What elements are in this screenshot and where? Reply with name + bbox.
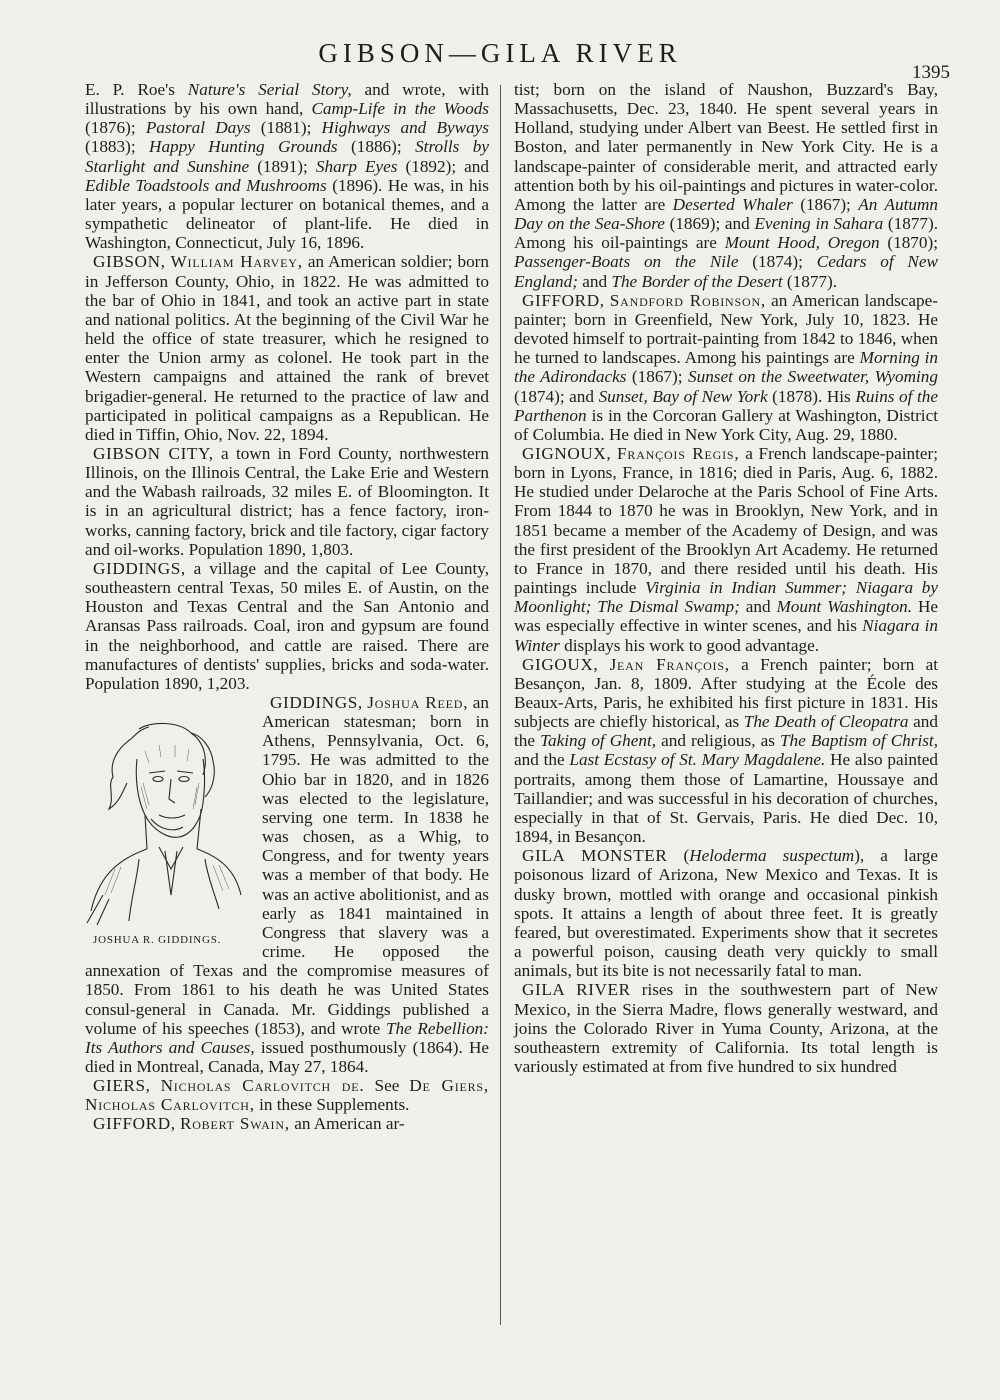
entry-gibson-city — [85, 444, 489, 559]
entry-headword: GILA RIVER — [522, 980, 631, 1000]
entry-text: and the — [514, 750, 570, 770]
entry-text: He also painted portraits, among them those of Lamartine, Houssaye and Taillandier; and was successful in his decoration of churches, especially in that of St. Gervais, Paris. He died Dec. 10, 1894, in Besançon. — [514, 750, 938, 847]
entry-gila-river — [514, 980, 938, 1076]
work-title: Morning in the Adirondacks — [514, 348, 938, 387]
work-title: Evening in Sahara — [754, 214, 884, 234]
page-number: 1395 — [912, 62, 950, 83]
entry-headword: GIBSON CITY, — [93, 443, 214, 463]
entry-gifford-sandford-robinson — [514, 291, 938, 444]
entry-text: issued posthumously (1864). He died in Montreal, Canada, May 27, 1864. — [85, 1037, 489, 1076]
entry-text: and wrote, with illustrations by his own hand, — [85, 80, 489, 119]
entry-text: tist; born on the island of Naushon, Buzzard's Bay, Massachusetts, Dec. 23, 1840. He spent several years in Holland, studying under Albert van Beest. He settled first in Boston, and later permanently in New York City. He is a landscape-painter of considerable merit, and attracted early attention both by his oil-paintings and pictures in water-color. Among the latter are — [514, 80, 939, 214]
work-title: Camp-Life in the Woods — [311, 99, 489, 119]
running-head: GIBSON—GILA RIVER — [318, 38, 682, 68]
work-title: Edible Toadstools and Mushrooms — [85, 175, 327, 195]
entry-text: and — [739, 597, 777, 617]
entry-headword: GIGNOUX, — [522, 443, 612, 463]
portrait-figure — [79, 699, 254, 950]
entry-name: Joshua Reed, — [367, 693, 469, 712]
entry-name: William Harvey, — [170, 252, 303, 272]
entry-giddings-joshua-reed — [85, 693, 489, 1076]
entry-text: (1892); and — [397, 156, 489, 176]
entry-text: ( — [667, 846, 690, 866]
entry-text: an American ar- — [289, 1114, 405, 1134]
work-title: Happy Hunting Grounds — [149, 137, 338, 157]
entry-headword: GIBSON, — [93, 252, 166, 272]
entry-gila-monster — [514, 846, 938, 980]
entry-text: an American soldier; born in Jefferson County, Ohio, in 1822. He was admitted to the bar of Ohio in 1841, and took an active part in state and national politics. At the beginning of the Civil War he held the office of state treasurer, which he resigned to enter the Union army as colonel. He took part in the Western campaigns and attained the rank of brevet brigadier-general. He returned to the practice of law and participated in political campaigns as a Republican. He died in Tiffin, Ohio, Nov. 22, 1894. — [85, 252, 490, 444]
entry-giddings-village — [85, 559, 489, 693]
entry-headword: GIFFORD, — [522, 290, 605, 310]
entry-name: Nicholas Carlovitch de. — [160, 1076, 365, 1096]
entry-text: (1881); — [250, 118, 322, 138]
entry-gifford-robert-swain-continuation — [514, 80, 938, 291]
portrait-engraving — [79, 699, 249, 929]
work-title: Last Ecstasy of St. Mary Magdalene. — [569, 750, 826, 770]
entry-gibson-william-harvey — [85, 252, 489, 444]
work-title: The Rebellion: Its Authors and Causes, — [85, 1018, 489, 1057]
entry-name: François Regis, — [617, 443, 740, 463]
entry-giers — [85, 1076, 489, 1114]
entry-text: a town in Ford County, northwestern Illinois, on the Illinois Central, the Lake Erie and Western and the Wabash railroads, 32 miles E. of Bloomington. It is in an agricultural district; has a fence factory, iron-works, canning factory, brick and tile factory, cigar factory and oil-works. Population 1890, 1,803. — [85, 443, 489, 559]
work-title: Sunset, Bay of New York — [598, 386, 768, 406]
entry-text: a village and the capital of Lee County, southeastern central Texas, 50 miles E. of Austin, on the Houston and Texas Central and the San Antonio and Aransas Pass railroads. Coal, iron and gypsum are found in the neighborhood, and cattle are raised. There are manufactures of dentists' supplies, bricks and soda-water. Population 1890, 1,203. — [85, 558, 489, 693]
entry-gigoux — [514, 655, 938, 847]
work-title: Niagara in Winter — [514, 616, 939, 655]
entry-text: (1877). Among his oil-paintings are — [514, 214, 939, 253]
entry-text: and religious, as — [656, 731, 780, 751]
entry-headword: GIFFORD, — [93, 1114, 176, 1134]
work-title: Sunset on the Sweetwater, Wyoming — [688, 367, 938, 387]
work-title: The Baptism of Christ, — [779, 731, 938, 751]
right-column — [514, 80, 938, 1076]
entry-text: an American statesman; born in Athens, Pennsylvania, Oct. 6, 1795. He was admitted to the Ohio bar in 1820, and in 1826 was elected to the legislature, serving one term. In 1838 he was chosen, as a Whig, to Congress, and for twenty years was a member of that body. He was an active abolitionist, and as early as 1841 maintained in Congress that slavery was a crime. He opposed the annexation of Texas and the compromise measures of 1850. From 1861 to his death he was United States consul-general in Canada. Mr. Giddings published a volume of his speeches (1853), and wrote — [85, 693, 489, 1038]
entry-name: Sandford Robinson, — [609, 290, 767, 310]
entry-text: E. P. Roe's — [85, 80, 188, 99]
work-title: Cedars of New England; — [514, 252, 938, 291]
entry-text: (1869); and — [664, 214, 755, 234]
entry-headword: GILA MONSTER — [522, 846, 668, 866]
column-rule — [500, 85, 501, 1325]
entry-headword: GIGOUX, — [522, 654, 599, 674]
entry-text: in these Supplements. — [254, 1095, 410, 1115]
work-title: Sharp Eyes — [315, 156, 398, 176]
work-title: Ruins of the Parthenon — [514, 386, 938, 425]
entry-text: (1870); — [879, 233, 938, 253]
work-title: The Border of the Desert — [611, 271, 783, 291]
work-title: Mount Hood, Oregon — [724, 233, 880, 253]
entry-text: He was especially effective in winter scenes, and his — [514, 597, 938, 636]
entry-name: Robert Swain, — [179, 1114, 290, 1134]
entry-text: (1878). His — [767, 386, 856, 406]
entry-text: See — [364, 1076, 410, 1096]
entry-text: an American landscape-painter; born in Greenfield, New York, July 10, 1823. He devoted himself to portrait-painting from 1842 to 1846, when he turned to landscapes. Among his paintings are — [514, 290, 938, 368]
entry-text: (1876); — [85, 118, 146, 138]
entry-headword: GIERS, — [93, 1076, 151, 1096]
work-title: An Autumn Day on the Sea-Shore — [514, 194, 938, 234]
left-column — [85, 80, 489, 1134]
work-title: Deserted Whaler — [672, 194, 793, 214]
work-title: Highways and Byways — [321, 118, 489, 138]
entry-text: (1896). He was, in his later years, a popular lecturer on botanical themes, and a sympathetic delineator of plant-life. He died in Washington, Connecticut, July 16, 1896. — [85, 175, 489, 253]
work-title: Virginia in Indian Summer; Niagara by Moonlight; The Dismal Swamp; — [514, 578, 938, 617]
entry-roe-continuation — [85, 80, 489, 252]
entry-name: Jean François, — [609, 654, 730, 674]
work-title: Pastoral Days — [145, 118, 251, 138]
entry-text: is in the Corcoran Gallery at Washington, District of Columbia. He died in New York City, Aug. 29, 1880. — [514, 405, 938, 444]
entry-gifford-robert-swain — [85, 1114, 489, 1133]
work-title: Strolls by Starlight and Sunshine — [85, 137, 489, 176]
entry-text: (1883); — [85, 137, 150, 157]
entry-text: (1891); — [249, 156, 316, 176]
entry-text: rises in the southwestern part of New Mexico, in the Sierra Madre, flows generally westward, and joins the Colorado River in Yuma County, Arizona, at the southeastern extremity of California. Its total length is variously estimated at from five hundred to six hundred — [514, 980, 938, 1076]
work-title: Passenger-Boats on the Nile — [514, 252, 739, 272]
portrait-caption: JOSHUA R. GIDDINGS. — [93, 934, 222, 946]
entry-text: displays his work to good advantage. — [559, 635, 820, 655]
entry-text: ), a large poisonous lizard of Arizona, New Mexico and Texas. It is dusky brown, mottled with orange and occasional pinkish spots. It attains a length of about three feet. It is greatly feared, but overestimated. Experiments show that it secretes a powerful poison, causing death very quickly to small animals, but its bite is not necessarily fatal to man. — [514, 846, 938, 981]
entry-text: (1877). — [782, 271, 838, 291]
work-title: The Death of Cleopatra — [743, 712, 909, 732]
entry-text: a French landscape-painter; born in Lyons, France, in 1816; died in Paris, Aug. 6, 1882. He studied under Delaroche at the Paris School of Fine Arts. From 1844 to 1870 he was in Brooklyn, New York, and in 1851 became a member of the Academy of Design, and was the first president of the Brooklyn Art Academy. He returned to France in 1870, and there resided until his death. His paintings include — [514, 443, 938, 598]
entry-text: (1886); — [337, 137, 416, 157]
entry-gignoux — [514, 444, 938, 655]
entry-text: (1874); and — [514, 386, 599, 406]
scientific-name: Heloderma suspectum — [689, 846, 855, 866]
entry-text: and the — [514, 712, 938, 751]
work-title: Nature's Serial Story, — [187, 80, 352, 99]
work-title: Taking of Ghent, — [540, 731, 657, 751]
entry-text: and — [577, 271, 612, 291]
entry-headword: GIDDINGS, — [270, 693, 363, 712]
work-title: Mount Washington. — [776, 597, 913, 617]
entry-text: (1874); — [738, 252, 817, 272]
entry-text: (1867); — [792, 194, 859, 214]
entry-text: a French painter; born at Besançon, Jan. 8, 1809. After studying at the École des Beaux-Arts, Paris, he exhibited his first picture in 1831. His subjects are chiefly historical, as — [514, 654, 938, 732]
cross-reference: De Giers, Nicholas Carlovitch, — [85, 1076, 490, 1115]
entry-headword: GIDDINGS, — [93, 558, 186, 578]
entry-text: (1867); — [626, 367, 688, 387]
